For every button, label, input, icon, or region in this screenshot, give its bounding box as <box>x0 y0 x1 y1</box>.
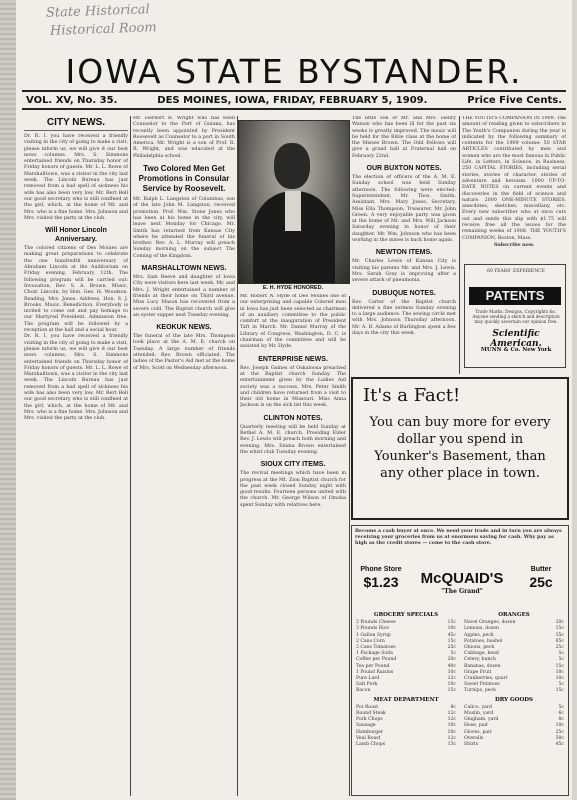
price-row <box>356 742 456 748</box>
item-price: 45c <box>555 742 564 748</box>
item-name: Shirts <box>464 742 478 748</box>
item-price: 15c <box>447 638 456 644</box>
flour-price: $1.23 <box>363 574 399 590</box>
consular-text: Mr. Ralph L. Langston of Columbus, son of the late John M. Langston, received promotion. Prof. Wm. Stone Jones who has been at his home in the city, will leave next Monday for Chicago. Mr. Smith has returned from Kansas City where he attended the funeral of his brother. Rev. A. L. Murray will preach Sunday morning on the subject The Coming of the Kingdom. <box>133 197 235 259</box>
item-price: 6c <box>558 711 564 717</box>
item-name: 1 Pound Raisins <box>356 669 394 675</box>
item-name: Cranberries, quart <box>464 676 508 682</box>
item-price: 15c <box>555 663 564 669</box>
masthead-title: IOWA STATE BYSTANDER. <box>65 52 523 91</box>
item-name: Sweet Potatoes <box>464 682 500 688</box>
lincoln-text: The colored citizens of Des Moines are making great preparations to celebrate the one hundredth anniversary of Abraham Lincoln at the Auditorium on Friday evening, February 12th. The following program will be carried out: Invocation, Rev. S. A. Brown. Music, Choir. Lincoln, by Hon. Geo. H. Woodson. Reading, Mrs. Jones. Address, Hon. S. J. Brooks. Music. Benediction. Everybody is invited to come out and pay homage to our Martyred President. Admission free. The program will be followed by a reception at the hall and a social hour. <box>24 246 128 334</box>
oranges-section-title: ORANGES <box>498 612 530 618</box>
mcquaids-left-list <box>356 610 456 748</box>
price-row <box>356 688 456 694</box>
meat-section-title: MEAT DEPARTMENT <box>373 696 439 703</box>
marshalltown-heading: MARSHALLTOWN NEWS. <box>141 265 227 273</box>
price: Price Five Cents. <box>467 94 562 106</box>
item-price: 35c <box>555 632 564 638</box>
column-buxton <box>352 116 456 374</box>
item-name: Onions, peck <box>464 645 495 651</box>
item-price: 10c <box>447 729 456 735</box>
consular-heading: Two Colored Men Get Promotions in Consular Service by Roosevelt. <box>138 164 230 194</box>
youths-companion-text: THE YOUTH'S COMPANION IN 1909. The amount of reading given to subscribers in The Youth's Companion during the year is indicated by the following summary of contents for the 1909 volume: 50 STAR ARTICLES contributed by men and women who are the most famous in Public Life, in Letters, in Science, in Business. 250 CAPITAL STORIES, including serial stories, stories of character, stories of adventure and heroism. 1000 UP-TO-DATE NOTES on current events and discoveries in the field of science and nature. 2000 ONE-MINUTE STORIES, anecdotes, sketches, miscellany, etc. Every new subscriber who at once cuts out and sends this slip with $1.75 will receive free all the issues for the remaining weeks of 1908. THE YOUTH'S COMPANION, Boston, Mass. <box>462 116 566 241</box>
item-price: 5c <box>450 651 456 657</box>
item-name: Navel Oranges, dozen <box>464 620 516 626</box>
item-name: 1 Package Soda <box>356 651 393 657</box>
item-name: 3 Pounds Rice <box>356 626 389 632</box>
item-name: Gingham, yard <box>464 717 499 723</box>
item-price: 10c <box>555 723 564 729</box>
item-name: Tea per Pound <box>356 663 390 669</box>
dubuque-text: Rev. Carter of the Baptist church delivered a fine sermon Sunday evening to a large audience. The sewing circle met with Mrs. Johnson Thursday afternoon. Mr. A. B. Adams of Burlington spent a few days in the city this week. <box>352 299 456 337</box>
produce-items <box>464 620 564 694</box>
buxton-text: The election of officers of the A. M. E. Sunday school was held Sunday afternoon. The following were elected: Superintendent, Mr. Thos. Smith; Assistant, Mrs. Mary Jones; Secretary, Miss Ella Thompson; Treasurer, Mr. John Green. A very enjoyable party was given at the home of Mr. and Mrs. Will Jackson Saturday evening in honor of their daughter. Mr. Wm. Johnson who has been working in the mines is back home again. <box>352 175 456 244</box>
item-price: 8c <box>450 704 456 710</box>
price-row <box>464 742 564 748</box>
item-name: Bananas, dozen <box>464 663 501 669</box>
newton-text: Mr. Charles Lewis of Kansas City is visiting his parents Mr. and Mrs. J. Lewis. Mrs. Sarah Gray is improving after a severe attack of pneumonia. <box>352 259 456 284</box>
item-name: Apples, peck <box>464 632 494 638</box>
flour-special <box>356 566 406 590</box>
item-price: 15c <box>447 688 456 694</box>
butter-label: Butter <box>530 566 552 573</box>
watson-text: The little son of Mr. and Mrs. Henry Watson who has been ill for the past six weeks is greatly improved. The music will be held for the Bible class at the home of the Misses Brown. The Odd Fellows will give a grand ball at Fraternal hall on February 22nd. <box>352 116 456 159</box>
column-youths-companion <box>462 116 566 264</box>
patents-small-text: Trade Marks, Designs, Copyrights &c. Anyone sending a sketch and description may quickly ascertain our opinion free. <box>472 309 560 324</box>
item-price: 10c <box>447 669 456 675</box>
item-price: 12c <box>447 676 456 682</box>
item-name: Cabbage, head <box>464 651 499 657</box>
grocery-items <box>356 620 456 694</box>
column-rule <box>130 116 131 796</box>
mcquaids-name: McQUAID'S <box>420 570 504 587</box>
item-name: Calico, yard <box>464 704 492 710</box>
dateline <box>22 90 566 110</box>
column-hyde <box>240 294 346 796</box>
item-name: Bacon <box>356 688 371 694</box>
item-price: 10c <box>447 682 456 688</box>
item-price: 10c <box>555 676 564 682</box>
enterprise-heading: ENTERPRISE NEWS. <box>258 355 328 363</box>
item-price: 25c <box>555 729 564 735</box>
item-name: Round Steak <box>356 711 386 717</box>
item-price: 5c <box>558 651 564 657</box>
sioux-city-heading: SIOUX CITY ITEMS. <box>260 461 326 469</box>
volume-number: VOL. XV, No. 35. <box>26 94 118 106</box>
city-news-text: Dr. R. I. you have received a friendly visiting in the city of going to make a visit, please inform us, we will give it our best news columns. Mrs. S. Simmons entertained friends on Thursday honor of Friday honors of guests. Mr. L. L. Rowe of Marshalltown, was a visitor in the city last week. The Lincoln Bureau has just removed from a bad spell of sickness his wife has also been very low. Mr. Bert Bell our good secretary who is still confined at the girl, which, at the home of Mr. and Mrs. who is a fine home. Mrs. Johnson and Mrs. visited the party at the club. <box>24 134 128 221</box>
column-rule <box>349 296 350 796</box>
dubuque-heading: DUBUQUE NOTES. <box>372 289 436 297</box>
item-price: 15c <box>555 688 564 694</box>
item-price: 5c <box>558 657 564 663</box>
city-news-heading: CITY NEWS. <box>24 117 128 131</box>
item-name: Muslin, yard <box>464 711 494 717</box>
clinton-heading: CLINTON NOTES. <box>263 414 323 422</box>
enterprise-text: Rev. Joseph Gaines of Oskaloosa preached at the Baptist church Sunday. The entertainment given by the Ladies Aid society was a success. Mrs. Peter Smith and children have returned from a visit to their old home in Missouri. Miss Anna Jackson is on the sick list this week. <box>240 365 346 409</box>
item-name: 2 Pounds Cheese <box>356 620 396 626</box>
item-price: 10c <box>447 723 456 729</box>
mcquaids-tagline: "The Grand" <box>441 588 483 595</box>
item-name: Lamb Chops <box>356 742 386 748</box>
column-consular <box>133 116 235 796</box>
item-name: Celery, bunch <box>464 657 496 663</box>
item-price: 5c <box>558 682 564 688</box>
item-price: 65c <box>555 638 564 644</box>
item-price: 50c <box>555 735 564 741</box>
item-name: Turnips, peck <box>464 688 496 694</box>
item-name: Overalls <box>464 735 484 741</box>
item-price: 12c <box>447 711 456 717</box>
item-price: 5c <box>558 704 564 710</box>
patents-word: PATENTS <box>469 287 561 305</box>
item-name: Pork Chops <box>356 717 383 723</box>
pencil-note-2: Historical Room <box>49 20 157 39</box>
item-price: 20c <box>555 620 564 626</box>
keokuk-text: The funeral of the late Mrs. Thompson took place at the A. M. E. church on Tuesday. A large number of friends attended. Rev. Brown officiated. The ladies of the Pastor's Aid met at the home of Mrs. Scott on Wednesday afternoon. <box>133 334 235 371</box>
flour-label: Phone Store <box>360 566 402 573</box>
item-name: Pure Lard <box>356 676 380 682</box>
city-news-text-repeat: Dr. R. I. you have received a friendly visiting in the city of going to make a visit, please inform us, we will give it our best news columns. Mrs. S. Simmons entertained friends on Thursday honor of Friday honors of guests. Mr. L. L. Rowe of Marshalltown, was a visitor in the city last week. The Lincoln Bureau has just removed from a bad spell of sickness his wife has also been very low. Mr. Bert Bell our good secretary who is still confined at the girl, which, at the home of Mr. and Mrs. who is a fine home. Mrs. Johnson and Mrs. visited the party at the club. <box>24 334 128 422</box>
page-edge-strip <box>0 0 16 800</box>
item-price: 12c <box>447 717 456 723</box>
city-date: DES MOINES, IOWA, FRIDAY, FEBRUARY 5, 1909. <box>157 94 428 106</box>
item-price: 25c <box>555 645 564 651</box>
mcquaids-advertisement <box>351 525 569 796</box>
item-price: 15c <box>555 626 564 632</box>
item-price: 20c <box>447 657 456 663</box>
scientific-american: Scientific American. <box>490 329 542 349</box>
item-name: Salt Pork <box>356 682 378 688</box>
item-name: 1 Gallon Syrup <box>356 632 391 638</box>
item-name: 3 Cans Tomatoes <box>356 645 396 651</box>
marshalltown-text: Mrs. Sam Reeve and daughter of Iowa City were visitors here last week. Mr. and Mrs. J. Wright entertained a number of friends at their home on Third avenue. Miss Lucy Mason has recovered from a severe cold. The Baptist church will give an oyster supper next Tuesday evening. <box>133 275 235 318</box>
grocery-section-title: GROCERY SPECIALS <box>373 612 439 618</box>
hyde-text: Mr. Robert N. Hyde of Des Moines one of our enterprising and capable Colored men in Iowa has just been selected as chairman of an auxiliary committee to the public comfort at the inauguration of President Taft in March. Mr. Daniel Murray of the Library of Congress, Washington, D. C. is chairman of the committee and will be assisted by Mr. Hyde. <box>240 294 346 350</box>
buxton-heading: OUR BUXTON NOTES. <box>366 165 442 173</box>
patents-experience: 60 YEARS' EXPERIENCE <box>487 269 545 274</box>
item-price: 10c <box>555 669 564 675</box>
item-name: Hamburger <box>356 729 384 735</box>
item-price: 8c <box>558 717 564 723</box>
newton-heading: NEWTON ITEMS. <box>375 249 433 257</box>
item-name: Veal Roast <box>356 735 381 741</box>
pencil-note-1: State Historical <box>45 2 150 21</box>
clinton-text: Quarterly meeting will be held Sunday at Bethel A. M. E. church. Presiding Elder Rev. J. Lewis will preach both morning and evening. Mrs. Emma Brown entertained the whist club Tuesday evening. <box>240 424 346 455</box>
meat-items <box>356 705 456 748</box>
portrait-photo <box>238 120 350 284</box>
dry-goods-items <box>464 705 564 748</box>
patents-advertisement <box>464 264 566 368</box>
item-name: Sausage <box>356 723 376 729</box>
item-name: Pot Roast <box>356 704 379 710</box>
item-name: Coffee per Pound <box>356 657 397 663</box>
portrait-caption: E. H. HYDE HONORED. <box>262 285 324 291</box>
item-name: Grape Fruit <box>464 669 492 675</box>
lincoln-heading: Will Honor Lincoln Anniversary. <box>45 227 107 244</box>
butter-special <box>516 566 566 590</box>
item-price: 25c <box>447 645 456 651</box>
column-rule <box>459 116 460 370</box>
sioux-city-text: The revival meetings which have been in progress at the Mt. Zion Baptist church for the past week closed Sunday night with good results. Fourteen persons united with the church. Mr. George Wilson of Omaha spent Sunday with relatives here. <box>240 471 346 508</box>
item-name: Gloves, pair <box>464 729 492 735</box>
item-price: 15c <box>447 620 456 626</box>
portrait-face <box>274 143 310 189</box>
keokuk-heading: KEOKUK NEWS. <box>156 324 212 332</box>
subscribe-text: Subscribe now. <box>493 241 535 248</box>
portrait-shirt <box>285 191 301 231</box>
newspaper-page <box>16 0 572 800</box>
price-row <box>464 688 564 694</box>
item-price: 12c <box>447 735 456 741</box>
fact-body: You can buy more for every dollar you spend in Younker's Basement, than any other place in town. <box>369 415 551 481</box>
younkers-advertisement <box>351 377 569 520</box>
column-city-news <box>24 116 128 796</box>
munn-co: MUNN & Co. New York <box>480 347 552 353</box>
wright-text: Mr. Herbert R. Wright who has been Counselor to the Port of Guiana, has recently been appointed by President Roosevelt as Counselor to a port in South America. Mr. Wright is a son of Prof. R. R. Wright, and was educated at the Philadelphia school. <box>133 116 235 159</box>
item-price: 40c <box>447 663 456 669</box>
mcquaids-right-list <box>464 610 564 748</box>
mcquaids-intro: Become a cash buyer at once. We need your trade and in turn you are always receiving your groceries from us at enormous saving for cash. Why pay as high as the credit stores — come to the cash store. <box>355 528 562 547</box>
item-price: 45c <box>447 632 456 638</box>
item-price: 15c <box>447 742 456 748</box>
item-name: Hose, pair <box>464 723 489 729</box>
dry-goods-section-title: DRY GOODS <box>494 696 534 703</box>
item-price: 10c <box>447 626 456 632</box>
item-name: Lemons, dozen <box>464 626 499 632</box>
fact-title: It's a Fact! <box>363 385 461 406</box>
item-name: 2 Cans Corn <box>356 638 385 644</box>
item-name: Potatoes, bushel <box>464 638 503 644</box>
butter-price: 25c <box>529 574 553 590</box>
